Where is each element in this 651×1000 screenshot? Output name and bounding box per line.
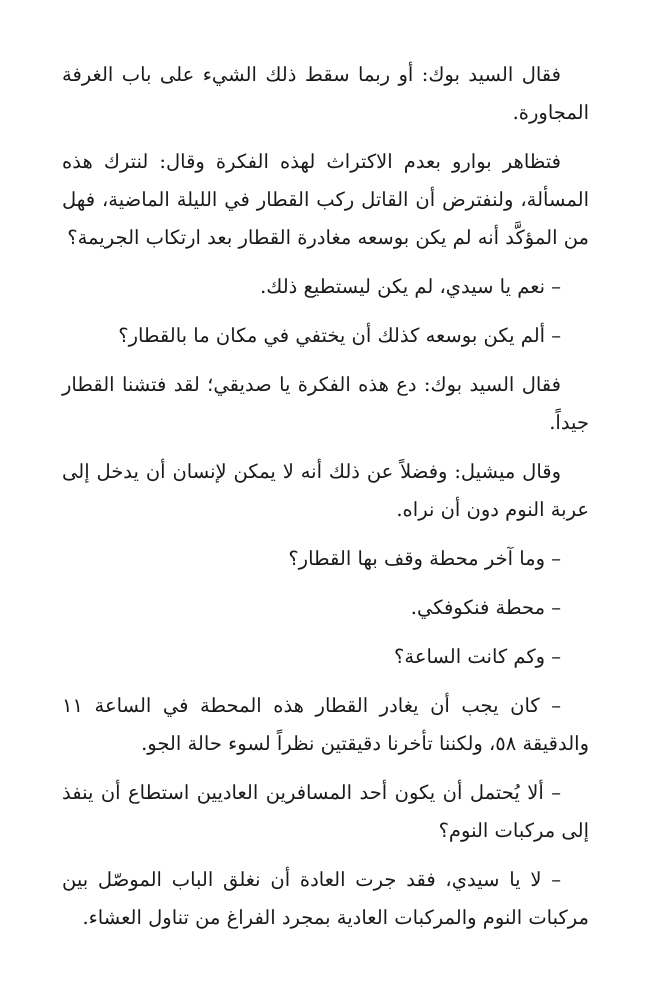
dialogue-line: – ألم يكن بوسعه كذلك أن يختفي في مكان ما بالقطار؟ (118, 324, 561, 347)
dialogue-line: – وما آخر محطة وقف بها القطار؟ (288, 547, 561, 570)
paragraph: فقال السيد بوك: أو ربما سقط ذلك الشيء على باب الغرفة المجاورة. (62, 63, 589, 124)
dialogue-line: – محطة فنكوفكي. (410, 596, 561, 619)
dialogue-line: – وكم كانت الساعة؟ (394, 645, 561, 668)
paragraph: فتظاهر بوارو بعدم الاكتراث لهذه الفكرة وقال: لنترك هذه المسألة، ولنفترض أن القاتل ركب القطار في الليلة الماضية، فهل من المؤكَّد أنه لم يكن بوسعه مغادرة القطار بعد ارتكاب الجريمة؟ (62, 150, 589, 249)
dialogue-line: – كان يجب أن يغادر القطار هذه المحطة في الساعة ١١ والدقيقة ٥٨، ولكننا تأخرنا دقيقتين نظراً لسوء حالة الجو. (62, 694, 589, 755)
dialogue-line: – ألا يُحتمل أن يكون أحد المسافرين العاديين استطاع أن ينفذ إلى مركبات النوم؟ (62, 781, 589, 842)
paragraph: فقال السيد بوك: دع هذه الفكرة يا صديقي؛ لقد فتشنا القطار جيداً. (62, 373, 589, 434)
paragraph: وقال ميشيل: وفضلاً عن ذلك أنه لا يمكن لإنسان أن يدخل إلى عربة النوم دون أن نراه. (62, 460, 589, 521)
dialogue-line: – لا يا سيدي، فقد جرت العادة أن نغلق الباب الموصّل بين مركبات النوم والمركبات العادية بمجرد الفراغ من تناول العشاء. (62, 868, 589, 929)
dialogue-line: – نعم يا سيدي، لم يكن ليستطيع ذلك. (260, 275, 561, 298)
book-page (62, 56, 589, 948)
